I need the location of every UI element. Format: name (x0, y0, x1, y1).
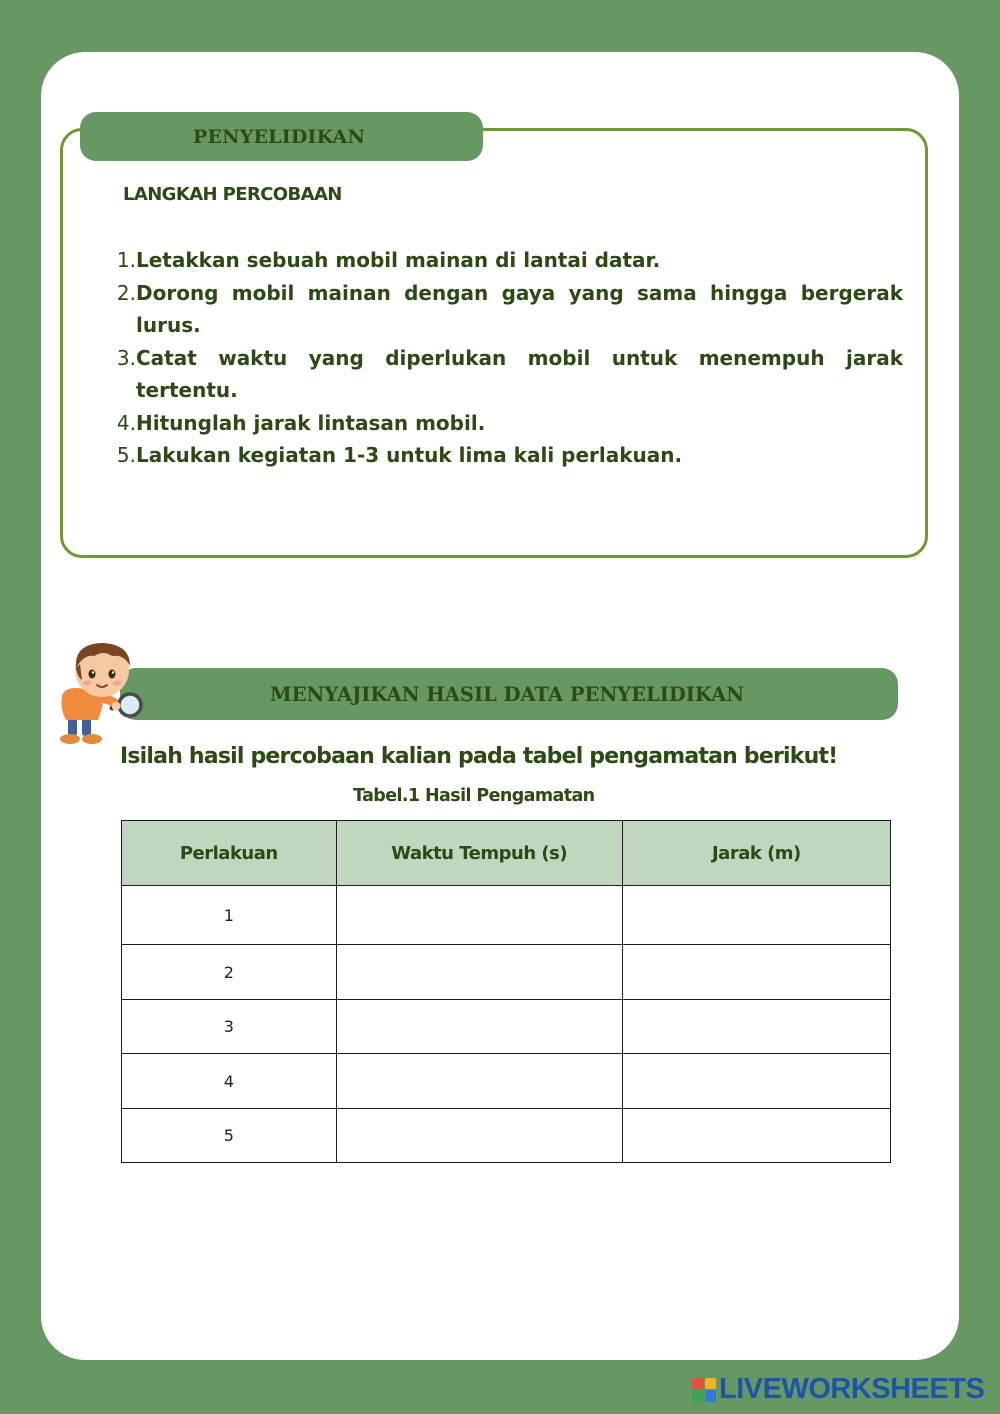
logo-square-red (692, 1378, 704, 1390)
waktu-input-cell[interactable] (336, 886, 622, 945)
table-caption: Tabel.1 Hasil Pengamatan (353, 786, 595, 806)
section-tab-penyelidikan (80, 112, 483, 161)
column-header-jarak: Jarak (m) (622, 821, 890, 886)
liveworksheets-logo[interactable] (692, 1373, 984, 1406)
jarak-input-cell[interactable] (622, 1000, 890, 1054)
perlakuan-cell: 3 (122, 1000, 337, 1054)
table-row (122, 1109, 891, 1163)
perlakuan-cell: 2 (122, 945, 337, 1000)
table-row (122, 1054, 891, 1109)
section-title: MENYAJIKAN HASIL DATA PENYELIDIKAN (270, 682, 745, 706)
jarak-input-cell[interactable] (622, 1054, 890, 1109)
jarak-input-cell[interactable] (622, 945, 890, 1000)
jarak-input-cell[interactable] (622, 886, 890, 945)
list-item: 1. Letakkan sebuah mobil mainan di lantai datar. (116, 248, 661, 272)
list-item: 3. Catat waktu yang diperlukan mobil untuk menempuh jarak tertentu. (116, 345, 903, 402)
column-header-perlakuan: Perlakuan (122, 821, 337, 886)
perlakuan-cell: 5 (122, 1109, 337, 1163)
waktu-input-cell[interactable] (336, 945, 622, 1000)
logo-square-green (692, 1390, 704, 1402)
jarak-input-cell[interactable] (622, 1109, 890, 1163)
boy-magnifier-illustration (54, 638, 148, 748)
liveworksheets-logo-icon (692, 1378, 716, 1402)
section-tab-menyajikan (120, 668, 898, 720)
waktu-input-cell[interactable] (336, 1109, 622, 1163)
table-header-row (122, 821, 891, 886)
steps-heading: LANGKAH PERCOBAAN (123, 184, 342, 205)
steps-list (110, 244, 903, 472)
list-item: 5. Lakukan kegiatan 1-3 untuk lima kali perlakuan. (116, 443, 683, 467)
observation-table (121, 820, 891, 1163)
table-row (122, 1000, 891, 1054)
table-row (122, 886, 891, 945)
section-title: PENYELIDIKAN (193, 125, 366, 148)
logo-text: LIVEWORKSHEETS (719, 1373, 985, 1405)
waktu-input-cell[interactable] (336, 1054, 622, 1109)
column-header-waktu: Waktu Tempuh (s) (336, 821, 622, 886)
list-item: 4. Hitunglah jarak lintasan mobil. (116, 410, 486, 435)
perlakuan-cell: 1 (122, 886, 337, 945)
logo-square-yellow (705, 1378, 717, 1390)
waktu-input-cell[interactable] (336, 1000, 622, 1054)
perlakuan-cell: 4 (122, 1054, 337, 1109)
logo-square-blue (705, 1390, 717, 1402)
instruction-text: Isilah hasil percobaan kalian pada tabel pengamatan berikut! (120, 744, 838, 769)
list-item: 2. Dorong mobil mainan dengan gaya yang sama hingga bergerak lurus. (116, 280, 903, 337)
table-row (122, 945, 891, 1000)
